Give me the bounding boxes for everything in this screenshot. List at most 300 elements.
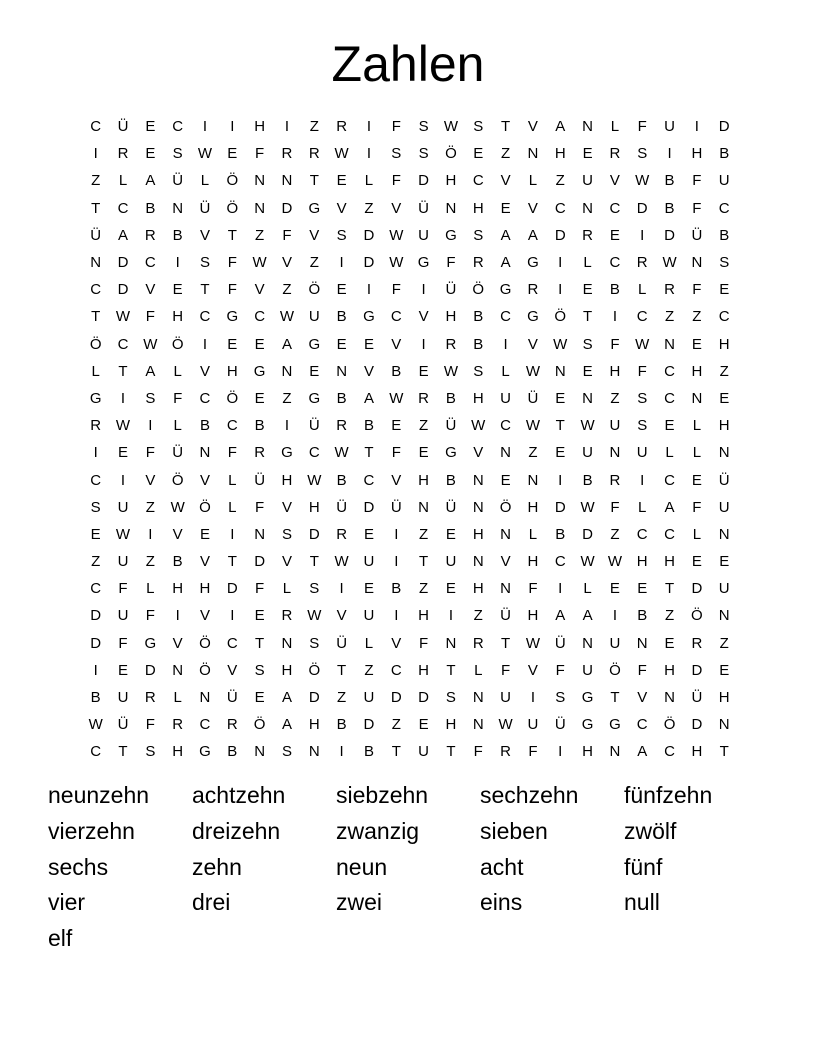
grid-cell[interactable]: T xyxy=(582,308,593,326)
grid-cell[interactable]: E xyxy=(555,444,566,462)
grid-cell[interactable]: Z xyxy=(145,553,155,571)
grid-cell[interactable]: U xyxy=(582,172,593,190)
grid-cell[interactable]: E xyxy=(664,417,675,435)
grid-cell[interactable]: F xyxy=(692,199,702,217)
grid-cell[interactable]: W xyxy=(662,254,677,272)
grid-cell[interactable]: G xyxy=(581,716,594,734)
grid-cell[interactable]: Ü xyxy=(527,389,539,407)
grid-cell[interactable]: D xyxy=(664,226,675,244)
grid-cell[interactable]: D xyxy=(691,716,703,734)
grid-cell[interactable]: E xyxy=(691,335,702,353)
grid-cell[interactable]: D xyxy=(554,226,566,244)
grid-cell[interactable]: F xyxy=(173,389,183,407)
grid-cell[interactable]: G xyxy=(144,634,157,652)
grid-cell[interactable]: S xyxy=(418,145,429,163)
grid-cell[interactable]: C xyxy=(90,743,102,761)
grid-cell[interactable]: H xyxy=(308,716,320,734)
grid-cell[interactable]: C xyxy=(664,743,675,761)
grid-cell[interactable]: F xyxy=(692,172,702,190)
grid-cell[interactable]: N xyxy=(90,254,102,272)
grid-cell[interactable]: B xyxy=(227,743,238,761)
grid-cell[interactable]: I xyxy=(558,281,563,299)
grid-cell[interactable]: Ö xyxy=(554,308,567,326)
grid-cell[interactable]: I xyxy=(339,580,344,598)
grid-cell[interactable]: D xyxy=(691,661,703,679)
grid-cell[interactable]: H xyxy=(418,607,430,625)
grid-cell[interactable]: F xyxy=(637,118,647,136)
grid-cell[interactable]: S xyxy=(254,661,265,679)
grid-cell[interactable]: R xyxy=(144,226,156,244)
grid-cell[interactable]: F xyxy=(473,743,483,761)
grid-cell[interactable]: N xyxy=(609,444,621,462)
grid-cell[interactable]: C xyxy=(664,389,675,407)
grid-cell[interactable]: N xyxy=(281,172,293,190)
grid-cell[interactable]: C xyxy=(199,389,211,407)
grid-cell[interactable]: H xyxy=(226,362,238,380)
grid-cell[interactable]: N xyxy=(472,716,484,734)
grid-cell[interactable]: N xyxy=(336,362,348,380)
grid-cell[interactable]: Ü xyxy=(90,226,102,244)
grid-cell[interactable]: F xyxy=(610,498,620,516)
grid-cell[interactable]: G xyxy=(281,444,293,462)
grid-cell[interactable]: G xyxy=(581,689,594,707)
grid-cell[interactable]: T xyxy=(610,689,620,707)
grid-cell[interactable]: H xyxy=(472,389,484,407)
grid-cell[interactable]: N xyxy=(718,444,730,462)
grid-cell[interactable]: C xyxy=(308,444,320,462)
grid-cell[interactable]: H xyxy=(582,743,593,761)
grid-cell[interactable]: A xyxy=(145,362,156,380)
grid-cell[interactable]: N xyxy=(718,716,730,734)
grid-cell[interactable]: E xyxy=(145,118,156,136)
grid-cell[interactable]: H xyxy=(472,525,484,543)
grid-cell[interactable]: V xyxy=(172,634,183,652)
grid-cell[interactable]: H xyxy=(308,498,320,516)
grid-cell[interactable]: I xyxy=(339,254,344,272)
grid-cell[interactable]: Z xyxy=(255,226,265,244)
grid-cell[interactable]: H xyxy=(445,716,457,734)
grid-cell[interactable]: N xyxy=(500,525,511,543)
grid-cell[interactable]: D xyxy=(418,172,430,190)
grid-cell[interactable]: D xyxy=(144,661,156,679)
grid-cell[interactable]: G xyxy=(308,389,321,407)
grid-cell[interactable]: B xyxy=(391,580,402,598)
grid-cell[interactable]: Ü xyxy=(554,716,566,734)
grid-cell[interactable]: C xyxy=(226,634,238,652)
grid-cell[interactable]: E xyxy=(582,145,593,163)
grid-cell[interactable]: C xyxy=(199,308,211,326)
grid-cell[interactable]: W xyxy=(498,716,513,734)
grid-cell[interactable]: C xyxy=(390,661,402,679)
grid-cell[interactable]: R xyxy=(418,389,430,407)
grid-cell[interactable]: V xyxy=(391,634,402,652)
grid-cell[interactable]: N xyxy=(691,254,703,272)
grid-cell[interactable]: E xyxy=(418,444,429,462)
grid-cell[interactable]: L xyxy=(583,580,592,598)
grid-cell[interactable]: L xyxy=(91,362,100,380)
grid-cell[interactable]: Ö xyxy=(308,281,321,299)
grid-cell[interactable]: L xyxy=(200,172,210,190)
grid-cell[interactable]: H xyxy=(445,172,457,190)
grid-cell[interactable]: T xyxy=(91,308,101,326)
grid-cell[interactable]: T xyxy=(118,362,128,380)
grid-cell[interactable]: D xyxy=(363,226,375,244)
grid-cell[interactable]: E xyxy=(254,689,265,707)
grid-cell[interactable]: U xyxy=(418,226,430,244)
grid-cell[interactable]: Ü xyxy=(172,172,184,190)
grid-cell[interactable]: W xyxy=(525,362,540,380)
grid-cell[interactable]: U xyxy=(117,553,129,571)
grid-cell[interactable]: H xyxy=(664,661,675,679)
grid-cell[interactable]: V xyxy=(336,199,347,217)
grid-cell[interactable]: T xyxy=(227,553,237,571)
grid-cell[interactable]: F xyxy=(227,281,237,299)
grid-cell[interactable]: E xyxy=(336,335,347,353)
grid-cell[interactable]: B xyxy=(336,471,347,489)
grid-cell[interactable]: E xyxy=(90,525,101,543)
grid-cell[interactable]: C xyxy=(90,580,102,598)
grid-cell[interactable]: U xyxy=(117,498,129,516)
grid-cell[interactable]: Ü xyxy=(254,471,266,489)
grid-cell[interactable]: Z xyxy=(391,716,401,734)
grid-cell[interactable]: F xyxy=(391,172,401,190)
grid-cell[interactable]: N xyxy=(445,199,457,217)
grid-cell[interactable]: Ö xyxy=(199,634,211,652)
grid-cell[interactable]: H xyxy=(199,580,211,598)
grid-cell[interactable]: F xyxy=(501,661,511,679)
grid-cell[interactable]: L xyxy=(583,254,592,272)
grid-cell[interactable]: S xyxy=(145,743,156,761)
grid-cell[interactable]: A xyxy=(527,226,538,244)
grid-cell[interactable]: F xyxy=(637,362,647,380)
grid-cell[interactable]: I xyxy=(612,308,617,326)
grid-cell[interactable]: F xyxy=(145,716,155,734)
grid-cell[interactable]: C xyxy=(500,308,511,326)
grid-cell[interactable]: I xyxy=(120,471,126,489)
grid-cell[interactable]: U xyxy=(527,716,539,734)
grid-cell[interactable]: D xyxy=(718,118,730,136)
grid-cell[interactable]: F xyxy=(145,607,155,625)
grid-cell[interactable]: E xyxy=(664,634,675,652)
grid-cell[interactable]: W xyxy=(389,254,404,272)
grid-cell[interactable]: C xyxy=(500,417,511,435)
grid-cell[interactable]: N xyxy=(281,362,293,380)
grid-cell[interactable]: S xyxy=(637,145,648,163)
grid-cell[interactable]: F xyxy=(419,634,429,652)
grid-cell[interactable]: L xyxy=(692,525,702,543)
grid-cell[interactable]: E xyxy=(145,145,156,163)
grid-cell[interactable]: E xyxy=(719,661,730,679)
grid-cell[interactable]: V xyxy=(336,607,347,625)
grid-cell[interactable]: F xyxy=(227,254,237,272)
grid-cell[interactable]: N xyxy=(472,471,484,489)
grid-cell[interactable]: N xyxy=(691,389,703,407)
grid-cell[interactable]: T xyxy=(91,199,101,217)
grid-cell[interactable]: C xyxy=(636,308,648,326)
grid-cell[interactable]: N xyxy=(254,172,266,190)
grid-cell[interactable]: C xyxy=(664,525,675,543)
grid-cell[interactable]: Ü xyxy=(226,689,238,707)
grid-cell[interactable]: F xyxy=(528,580,538,598)
grid-cell[interactable]: H xyxy=(691,362,703,380)
grid-cell[interactable]: Z xyxy=(282,281,292,299)
grid-cell[interactable]: T xyxy=(227,226,237,244)
grid-cell[interactable]: E xyxy=(609,580,620,598)
grid-cell[interactable]: W xyxy=(88,716,103,734)
grid-cell[interactable]: N xyxy=(582,634,593,652)
grid-cell[interactable]: I xyxy=(558,743,563,761)
grid-cell[interactable]: G xyxy=(308,335,321,353)
grid-cell[interactable]: L xyxy=(665,444,674,462)
grid-cell[interactable]: L xyxy=(173,689,182,707)
grid-cell[interactable]: B xyxy=(609,281,620,299)
grid-cell[interactable]: A xyxy=(363,389,374,407)
grid-cell[interactable]: Z xyxy=(145,498,155,516)
grid-cell[interactable]: I xyxy=(175,607,180,625)
letter-grid[interactable] xyxy=(82,113,738,766)
grid-cell[interactable]: N xyxy=(472,498,484,516)
grid-cell[interactable]: V xyxy=(391,335,402,353)
grid-cell[interactable]: W xyxy=(635,172,650,190)
grid-cell[interactable]: H xyxy=(172,580,184,598)
grid-cell[interactable]: V xyxy=(199,553,210,571)
grid-cell[interactable]: E xyxy=(719,281,730,299)
grid-cell[interactable]: U xyxy=(363,607,375,625)
grid-cell[interactable]: S xyxy=(336,226,347,244)
grid-cell[interactable]: V xyxy=(527,661,538,679)
grid-cell[interactable]: Ö xyxy=(663,716,676,734)
grid-cell[interactable]: T xyxy=(391,743,401,761)
grid-cell[interactable]: U xyxy=(582,661,593,679)
grid-cell[interactable]: L xyxy=(474,661,483,679)
grid-cell[interactable]: V xyxy=(363,362,374,380)
grid-cell[interactable]: E xyxy=(336,281,347,299)
grid-cell[interactable]: Ü xyxy=(117,118,129,136)
grid-cell[interactable]: B xyxy=(582,471,593,489)
grid-cell[interactable]: V xyxy=(609,172,620,190)
grid-cell[interactable]: F xyxy=(692,281,702,299)
grid-cell[interactable]: G xyxy=(199,743,211,761)
grid-cell[interactable]: V xyxy=(281,553,292,571)
grid-cell[interactable]: Ü xyxy=(445,281,457,299)
grid-cell[interactable]: W xyxy=(580,553,595,571)
grid-cell[interactable]: W xyxy=(607,553,622,571)
grid-cell[interactable]: C xyxy=(90,118,102,136)
grid-cell[interactable]: E xyxy=(582,362,593,380)
grid-cell[interactable]: F xyxy=(528,743,538,761)
grid-cell[interactable]: Ü xyxy=(691,689,703,707)
grid-cell[interactable]: G xyxy=(445,444,457,462)
grid-cell[interactable]: Ö xyxy=(226,199,239,217)
grid-cell[interactable]: Z xyxy=(309,254,319,272)
grid-cell[interactable]: L xyxy=(282,580,292,598)
grid-cell[interactable]: N xyxy=(472,689,484,707)
grid-cell[interactable]: I xyxy=(612,607,617,625)
grid-cell[interactable]: C xyxy=(472,172,484,190)
grid-cell[interactable]: Ü xyxy=(718,471,730,489)
grid-cell[interactable]: S xyxy=(555,689,566,707)
grid-cell[interactable]: B xyxy=(555,525,566,543)
grid-cell[interactable]: E xyxy=(445,580,456,598)
grid-cell[interactable]: R xyxy=(336,525,348,543)
grid-cell[interactable]: F xyxy=(391,281,401,299)
grid-cell[interactable]: Z xyxy=(364,661,374,679)
grid-cell[interactable]: Ö xyxy=(609,661,621,679)
grid-cell[interactable]: Ü xyxy=(554,634,566,652)
grid-cell[interactable]: N xyxy=(500,444,511,462)
grid-cell[interactable]: Z xyxy=(309,118,319,136)
grid-cell[interactable]: H xyxy=(718,689,730,707)
grid-cell[interactable]: B xyxy=(445,389,456,407)
grid-cell[interactable]: F xyxy=(692,498,702,516)
grid-cell[interactable]: E xyxy=(391,417,402,435)
grid-cell[interactable]: Z xyxy=(555,172,565,190)
grid-cell[interactable]: A xyxy=(555,607,566,625)
grid-cell[interactable]: N xyxy=(582,389,593,407)
grid-cell[interactable]: Z xyxy=(610,525,620,543)
grid-cell[interactable]: W xyxy=(307,471,322,489)
grid-cell[interactable]: Z xyxy=(364,199,374,217)
grid-cell[interactable]: Ö xyxy=(199,661,211,679)
grid-cell[interactable]: U xyxy=(363,689,375,707)
grid-cell[interactable]: D xyxy=(418,689,430,707)
grid-cell[interactable]: C xyxy=(117,335,129,353)
grid-cell[interactable]: Ü xyxy=(172,444,184,462)
grid-cell[interactable]: R xyxy=(500,743,511,761)
grid-cell[interactable]: L xyxy=(364,172,374,190)
grid-cell[interactable]: N xyxy=(172,199,184,217)
grid-cell[interactable]: R xyxy=(144,689,156,707)
grid-cell[interactable]: D xyxy=(254,553,266,571)
grid-cell[interactable]: Ü xyxy=(691,226,703,244)
grid-cell[interactable]: Z xyxy=(719,362,729,380)
grid-cell[interactable]: B xyxy=(172,226,183,244)
grid-cell[interactable]: U xyxy=(418,743,430,761)
grid-cell[interactable]: N xyxy=(199,689,211,707)
grid-cell[interactable]: C xyxy=(718,199,730,217)
grid-cell[interactable]: H xyxy=(281,471,293,489)
grid-cell[interactable]: N xyxy=(308,743,320,761)
grid-cell[interactable]: U xyxy=(117,689,129,707)
grid-cell[interactable]: C xyxy=(90,471,102,489)
grid-cell[interactable]: D xyxy=(226,580,238,598)
grid-cell[interactable]: W xyxy=(170,498,185,516)
grid-cell[interactable]: L xyxy=(638,498,647,516)
grid-cell[interactable]: E xyxy=(445,525,456,543)
grid-cell[interactable]: G xyxy=(499,281,512,299)
grid-cell[interactable]: I xyxy=(202,335,208,353)
grid-cell[interactable]: R xyxy=(281,145,293,163)
grid-cell[interactable]: N xyxy=(718,525,730,543)
grid-cell[interactable]: Ü xyxy=(390,498,402,516)
grid-cell[interactable]: D xyxy=(308,689,320,707)
grid-cell[interactable]: I xyxy=(93,145,98,163)
grid-cell[interactable]: Z xyxy=(719,634,729,652)
grid-cell[interactable]: T xyxy=(118,743,128,761)
grid-cell[interactable]: B xyxy=(363,743,374,761)
grid-cell[interactable]: U xyxy=(445,553,457,571)
grid-cell[interactable]: E xyxy=(500,471,511,489)
grid-cell[interactable]: N xyxy=(254,199,266,217)
grid-cell[interactable]: R xyxy=(691,634,703,652)
grid-cell[interactable]: U xyxy=(636,444,648,462)
grid-cell[interactable]: N xyxy=(664,335,675,353)
grid-cell[interactable]: W xyxy=(279,308,295,326)
grid-cell[interactable]: C xyxy=(636,525,648,543)
grid-cell[interactable]: S xyxy=(90,498,101,516)
grid-cell[interactable]: I xyxy=(558,471,563,489)
grid-cell[interactable]: W xyxy=(334,145,349,163)
grid-cell[interactable]: U xyxy=(500,689,511,707)
grid-cell[interactable]: G xyxy=(253,362,266,380)
grid-cell[interactable]: H xyxy=(554,145,566,163)
grid-cell[interactable]: N xyxy=(527,471,539,489)
grid-cell[interactable]: I xyxy=(284,417,290,435)
grid-cell[interactable]: N xyxy=(172,661,184,679)
grid-cell[interactable]: W xyxy=(471,417,486,435)
grid-cell[interactable]: Ü xyxy=(500,607,511,625)
grid-cell[interactable]: B xyxy=(391,362,402,380)
grid-cell[interactable]: C xyxy=(609,199,621,217)
grid-cell[interactable]: B xyxy=(145,199,156,217)
grid-cell[interactable]: W xyxy=(252,254,267,272)
grid-cell[interactable]: H xyxy=(636,553,648,571)
grid-cell[interactable]: B xyxy=(172,553,183,571)
grid-cell[interactable]: U xyxy=(582,444,593,462)
grid-cell[interactable]: W xyxy=(389,226,404,244)
grid-cell[interactable]: N xyxy=(254,743,266,761)
grid-cell[interactable]: I xyxy=(120,389,126,407)
grid-cell[interactable]: T xyxy=(446,661,456,679)
grid-cell[interactable]: S xyxy=(391,145,402,163)
grid-cell[interactable]: Ü xyxy=(117,716,129,734)
grid-cell[interactable]: W xyxy=(635,335,650,353)
grid-cell[interactable]: H xyxy=(691,743,703,761)
grid-cell[interactable]: T xyxy=(501,634,511,652)
grid-cell[interactable]: E xyxy=(691,471,702,489)
grid-cell[interactable]: F xyxy=(255,498,265,516)
grid-cell[interactable]: N xyxy=(664,689,675,707)
grid-cell[interactable]: N xyxy=(199,444,211,462)
grid-cell[interactable]: B xyxy=(664,172,675,190)
grid-cell[interactable]: D xyxy=(90,607,102,625)
grid-cell[interactable]: F xyxy=(118,634,128,652)
grid-cell[interactable]: D xyxy=(554,498,566,516)
grid-cell[interactable]: I xyxy=(366,281,372,299)
grid-cell[interactable]: I xyxy=(175,254,180,272)
grid-cell[interactable]: D xyxy=(691,580,703,598)
grid-cell[interactable]: N xyxy=(582,199,593,217)
grid-cell[interactable]: N xyxy=(527,145,539,163)
grid-cell[interactable]: L xyxy=(146,580,155,598)
grid-cell[interactable]: A xyxy=(637,743,648,761)
grid-cell[interactable]: E xyxy=(637,580,648,598)
grid-cell[interactable]: E xyxy=(172,281,183,299)
grid-cell[interactable]: H xyxy=(691,145,703,163)
grid-cell[interactable]: S xyxy=(473,226,484,244)
grid-cell[interactable]: E xyxy=(363,335,374,353)
grid-cell[interactable]: R xyxy=(336,118,348,136)
grid-cell[interactable]: I xyxy=(530,689,535,707)
grid-cell[interactable]: T xyxy=(501,118,511,136)
grid-cell[interactable]: G xyxy=(527,308,539,326)
grid-cell[interactable]: I xyxy=(394,525,399,543)
grid-cell[interactable]: Ö xyxy=(691,607,703,625)
grid-cell[interactable]: V xyxy=(145,281,156,299)
grid-cell[interactable]: T xyxy=(446,743,456,761)
grid-cell[interactable]: I xyxy=(284,118,290,136)
grid-cell[interactable]: T xyxy=(364,444,374,462)
